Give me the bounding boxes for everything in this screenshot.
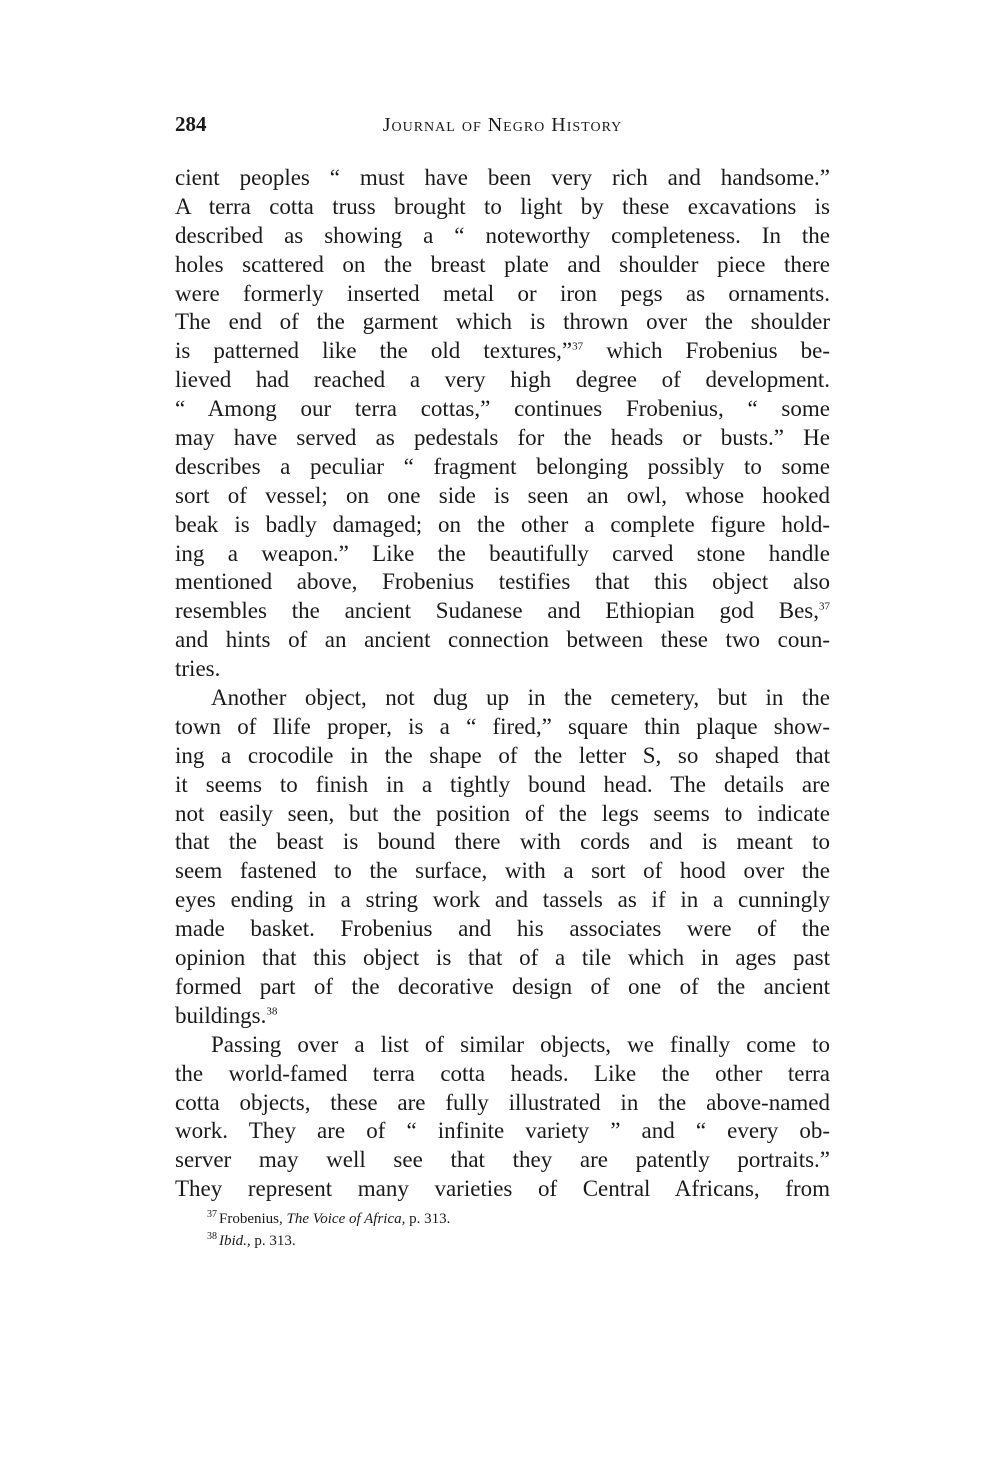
text-line: may have served as pedestals for the heads or busts.” He — [175, 425, 830, 451]
text-line: opinion that this object is that of a tile which in ages past — [175, 945, 830, 971]
text-line: that the beast is bound there with cords and is meant to — [175, 829, 830, 855]
text-line: seem fastened to the surface, with a sort of hood over the — [175, 858, 830, 884]
text-line: cotta objects, these are fully illustrated in the above-named — [175, 1089, 830, 1115]
page-header — [175, 112, 830, 142]
text-line: it seems to finish in a tightly bound head. The details are — [175, 771, 830, 797]
footnote-page: p. 313. — [254, 1233, 296, 1249]
footnote-38 — [207, 1230, 827, 1252]
footnote-mark: 38 — [207, 1231, 217, 1242]
footnote-ref-38: 38 — [266, 1005, 278, 1018]
text-line — [175, 337, 830, 366]
footnote-37 — [207, 1208, 827, 1230]
running-head: Journal of Negro History — [382, 114, 623, 136]
footnote-mark: 37 — [207, 1209, 217, 1220]
text-line: Passing over a list of similar objects, we finally come to — [211, 1031, 830, 1057]
text-line: made basket. Frobenius and his associates were of the — [175, 916, 830, 942]
text-line: Another object, not dug up in the cemetery, but in the — [211, 685, 830, 711]
text-line: lieved had reached a very high degree of development. — [175, 367, 830, 393]
text-line: They represent many varieties of Central Africans, from — [175, 1176, 830, 1202]
text-segment: which Frobenius be- — [583, 338, 831, 364]
text-line — [175, 597, 830, 626]
text-line: work. They are of “ infinite variety ” and “ every ob- — [175, 1118, 830, 1144]
body-text — [175, 164, 830, 1204]
text-segment: buildings. — [175, 1002, 267, 1028]
text-line: tries. — [175, 656, 221, 682]
footnote-ref-37: 37 — [572, 340, 584, 353]
text-line: ing a weapon.” Like the beautifully carved stone handle — [175, 540, 830, 566]
text-line: server may well see that they are patently portraits.” — [175, 1147, 830, 1173]
footnote-ref-37: 37 — [819, 600, 830, 613]
text-segment: resembles the ancient Sudanese and Ethiopian god Bes, — [175, 598, 819, 624]
text-line: “ Among our terra cottas,” continues Frobenius, “ some — [175, 396, 830, 422]
footnote-page: p. 313. — [409, 1211, 451, 1227]
text-line: the world-famed terra cotta heads. Like the other terra — [175, 1060, 830, 1086]
text-line: eyes ending in a string work and tassels as if in a cunningly — [175, 887, 830, 913]
text-line: The end of the garment which is thrown over the shoulder — [175, 309, 830, 335]
text-line: mentioned above, Frobenius testifies that this object also — [175, 569, 830, 595]
text-line: not easily seen, but the position of the legs seems to indicate — [175, 800, 830, 826]
text-segment: is patterned like the old textures,” — [175, 338, 573, 364]
footnote-title: The Voice of Africa, — [286, 1211, 406, 1227]
text-line — [175, 1002, 830, 1031]
text-line: A terra cotta truss brought to light by these excavations is — [175, 193, 830, 219]
text-line: were formerly inserted metal or iron pegs as ornaments. — [175, 280, 830, 306]
text-line: describes a peculiar “ fragment belonging possibly to some — [175, 453, 830, 479]
text-line: beak is badly damaged; on the other a complete figure hold- — [175, 511, 830, 537]
footnotes — [207, 1208, 827, 1252]
footnote-author: Frobenius, — [219, 1211, 283, 1227]
text-line: cient peoples “ must have been very rich and handsome.” — [175, 165, 830, 190]
text-line: ing a crocodile in the shape of the letter S, so shaped that — [175, 742, 830, 768]
text-line: and hints of an ancient connection between these two coun- — [175, 627, 830, 653]
page-number: 284 — [175, 112, 207, 136]
text-line: formed part of the decorative design of one of the ancient — [175, 973, 830, 999]
text-line: holes scattered on the breast plate and shoulder piece there — [175, 251, 830, 277]
text-line: described as showing a “ noteworthy completeness. In the — [175, 222, 830, 248]
footnote-ibid: Ibid., — [219, 1233, 251, 1249]
text-line: sort of vessel; on one side is seen an owl, whose hooked — [175, 482, 830, 508]
text-line: town of Ilife proper, is a “ fired,” square thin plaque show- — [175, 713, 830, 739]
